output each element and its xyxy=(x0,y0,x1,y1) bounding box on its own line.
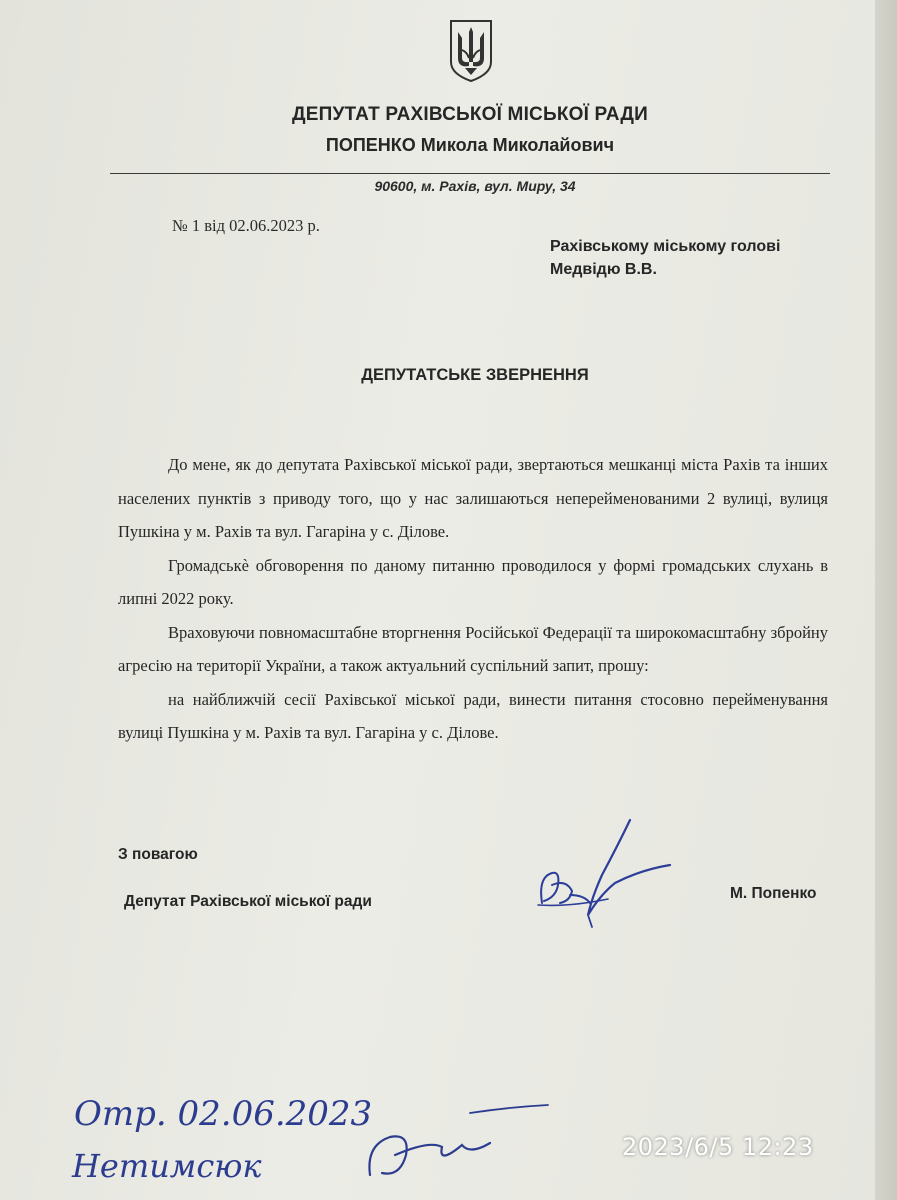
addressee-block xyxy=(550,235,780,281)
trident-emblem-icon xyxy=(447,18,495,84)
body-paragraph: До мене, як до депутата Рахівської міської ради, звертаються мешканці міста Рахів та інших населених пунктів з приводу того, що у нас залишаються неперейменованими 2 вулиці, вулиця Пушкіна у м. Рахів та вул. Гагаріна у с. Ділове. xyxy=(118,455,828,541)
body-paragraph: на найближчій сесії Рахівської міської ради, винести питання стосовно перейменування вулиці Пушкіна у м. Рахів та вул. Гагаріна у с. Ділове. xyxy=(118,689,828,742)
letter-number-date: № 1 від 02.06.2023 р. xyxy=(172,216,320,235)
signature-icon xyxy=(530,815,680,930)
closing-position: Депутат Рахівської міської ради xyxy=(124,893,372,910)
letter-title: ДЕПУТАТСЬКЕ ЗВЕРНЕННЯ xyxy=(361,366,589,384)
addressee-line2: Медвідю В.В. xyxy=(550,261,657,278)
letter-body xyxy=(118,448,828,750)
header-address: 90600, м. Рахів, вул. Миру, 34 xyxy=(374,178,576,194)
addressee-line1: Рахівському міському голові xyxy=(550,238,781,255)
closing-regards: З повагою xyxy=(118,846,198,863)
closing-signer: М. Попенко xyxy=(730,885,817,902)
handwritten-receipt-note xyxy=(70,1085,550,1190)
body-paragraph: Громадськѐ обговорення по даному питанню проводилося у формі громадських слухань в липні 2022 року. xyxy=(118,555,828,608)
header-divider xyxy=(110,173,830,174)
header-name: ПОПЕНКО Микола Миколайович xyxy=(325,135,615,155)
handwritten-received-date: Отр. 02.06.2023 xyxy=(74,1094,373,1134)
handwritten-name: Нетимсюк xyxy=(72,1147,262,1185)
header-title: ДЕПУТАТ РАХІВСЬКОЇ МІСЬКОЇ РАДИ xyxy=(292,104,648,125)
body-paragraph: Враховуючи повномасштабне вторгнення Російської Федерації та широкомасштабну збройну агресію на території України, а також актуальний суспільний запит, прошу: xyxy=(118,622,828,675)
photo-timestamp: 2023/6/5 12:23 xyxy=(622,1133,814,1161)
